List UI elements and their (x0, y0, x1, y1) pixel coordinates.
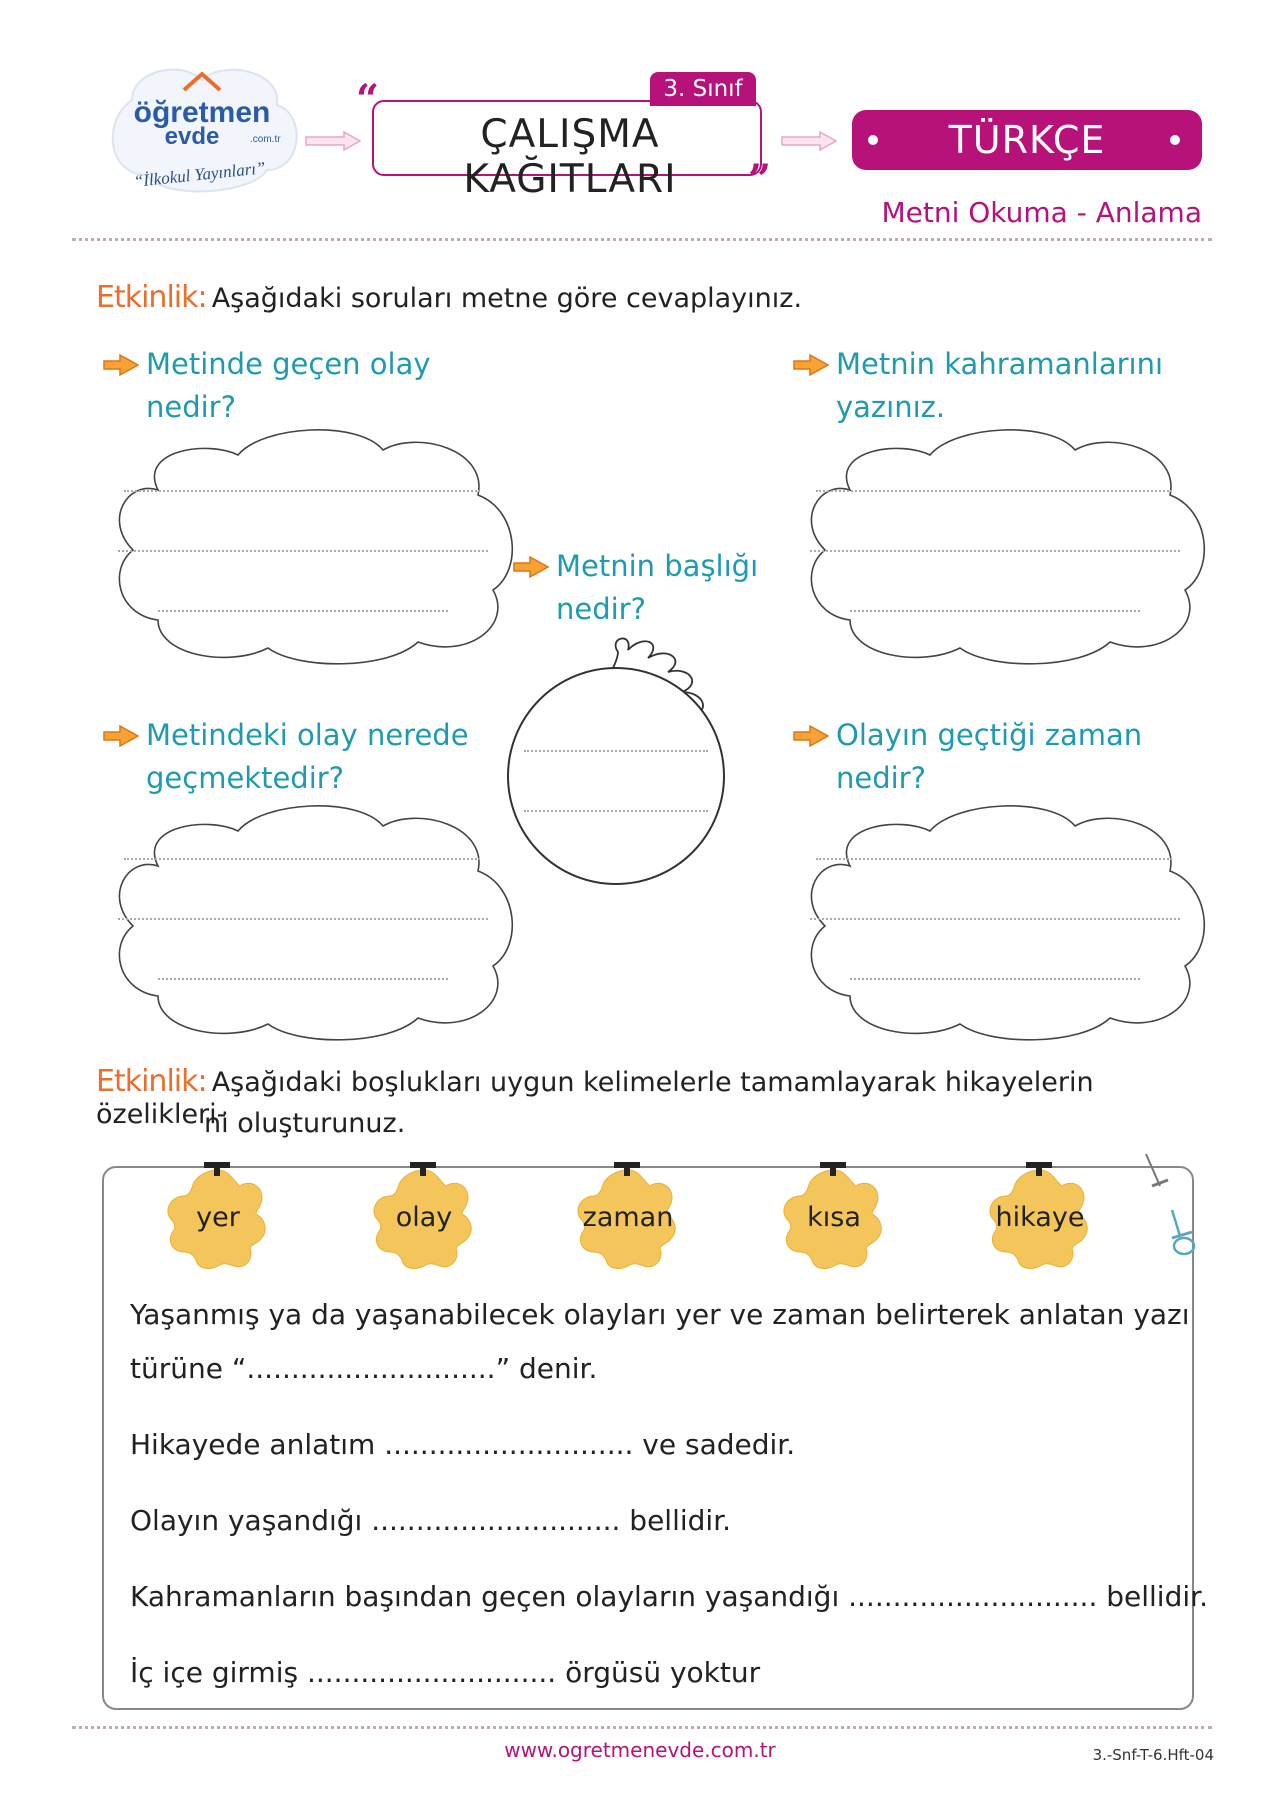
activity-instruction: Aşağıdaki boşlukları uygun kelimelerle tamamlayarak hikayelerin özelikleri- (96, 1067, 1094, 1130)
divider (72, 238, 1212, 241)
divider (72, 1726, 1212, 1729)
logo-tagline: “İlkokul Yayınları” (132, 158, 267, 191)
arrow-right-icon (780, 130, 838, 152)
question-line: Metindeki olay nerede (146, 718, 469, 752)
logo-line1: öğretmen (133, 96, 271, 129)
subject-label: TÜRKÇE (948, 118, 1106, 162)
question-line: Metnin başlığı (556, 549, 759, 583)
pointing-hand-icon (792, 353, 830, 377)
word-chip: yer (196, 1202, 240, 1233)
question-line: Metnin kahramanlarını (836, 347, 1164, 381)
answer-cloud-time[interactable] (790, 796, 1210, 1046)
pin-icon (1140, 1150, 1170, 1196)
activity1-heading (96, 280, 802, 315)
question-line: geçmektedir? (146, 761, 345, 795)
answer-cloud-place[interactable] (98, 796, 518, 1046)
pin-icon (1166, 1208, 1200, 1260)
answer-cloud-characters[interactable] (790, 420, 1210, 670)
logo-line2: evde (164, 123, 220, 150)
answer-cloud-event[interactable] (98, 420, 518, 670)
bullet-dot-icon (868, 135, 878, 145)
fill-sentence-2[interactable]: Hikayede anlatım ............................ ve sadedir. (130, 1428, 796, 1461)
pointing-hand-icon (512, 555, 550, 579)
question-line: nedir? (556, 592, 647, 626)
pointing-hand-icon (792, 724, 830, 748)
quote-open-icon: “ (356, 76, 380, 123)
logo-domain: .com.tr (250, 134, 281, 145)
activity-instruction: Aşağıdaki soruları metne göre cevaplayınız. (211, 283, 803, 314)
activity-label: Etkinlik: (96, 1064, 207, 1099)
bullet-dot-icon (1170, 135, 1180, 145)
question-time (836, 714, 1142, 800)
activity-label: Etkinlik: (96, 280, 207, 315)
subject-badge (852, 110, 1202, 170)
footer-code: 3.-Snf-T-6.Hft-04 (1092, 1746, 1214, 1764)
logo (102, 60, 302, 210)
section-title: Metni Okuma - Anlama (881, 196, 1202, 229)
pointing-hand-icon (102, 353, 140, 377)
pointing-hand-icon (102, 724, 140, 748)
fill-sentence-1a: Yaşanmış ya da yaşanabilecek olayları yer ve zaman belirterek anlatan yazı (130, 1298, 1190, 1331)
quote-close-icon: ” (748, 156, 772, 203)
fill-sentence-1b[interactable]: türüne “............................” denir. (130, 1352, 598, 1385)
question-line: nedir? (836, 761, 927, 795)
question-title (556, 545, 758, 631)
question-line: nedir? (146, 390, 237, 424)
word-chip: hikaye (995, 1202, 1085, 1233)
arrow-right-icon (304, 130, 362, 152)
grade-tab: 3. Sınıf (650, 72, 756, 106)
question-line: yazınız. (836, 390, 946, 424)
fill-sentence-4[interactable]: Kahramanların başından geçen olayların yaşandığı ............................ bellidir. (130, 1580, 1208, 1613)
footer-url[interactable]: www.ogretmenevde.com.tr (504, 1738, 776, 1762)
fill-sentence-5[interactable]: İç içe girmiş ............................ örgüsü yoktur (130, 1656, 761, 1689)
word-chip: kısa (807, 1202, 861, 1233)
fill-sentence-3[interactable]: Olayın yaşandığı ............................ bellidir. (130, 1504, 732, 1537)
question-event (146, 343, 431, 429)
page-title: ÇALIŞMA KAĞITLARI (463, 112, 677, 202)
activity-instruction-cont: ni oluşturunuz. (204, 1108, 406, 1139)
word-chip: olay (395, 1202, 453, 1233)
question-place (146, 714, 469, 800)
word-chip: zaman (582, 1202, 674, 1233)
question-line: Olayın geçtiği zaman (836, 718, 1143, 752)
question-line: Metinde geçen olay (146, 347, 431, 381)
question-characters (836, 343, 1163, 429)
